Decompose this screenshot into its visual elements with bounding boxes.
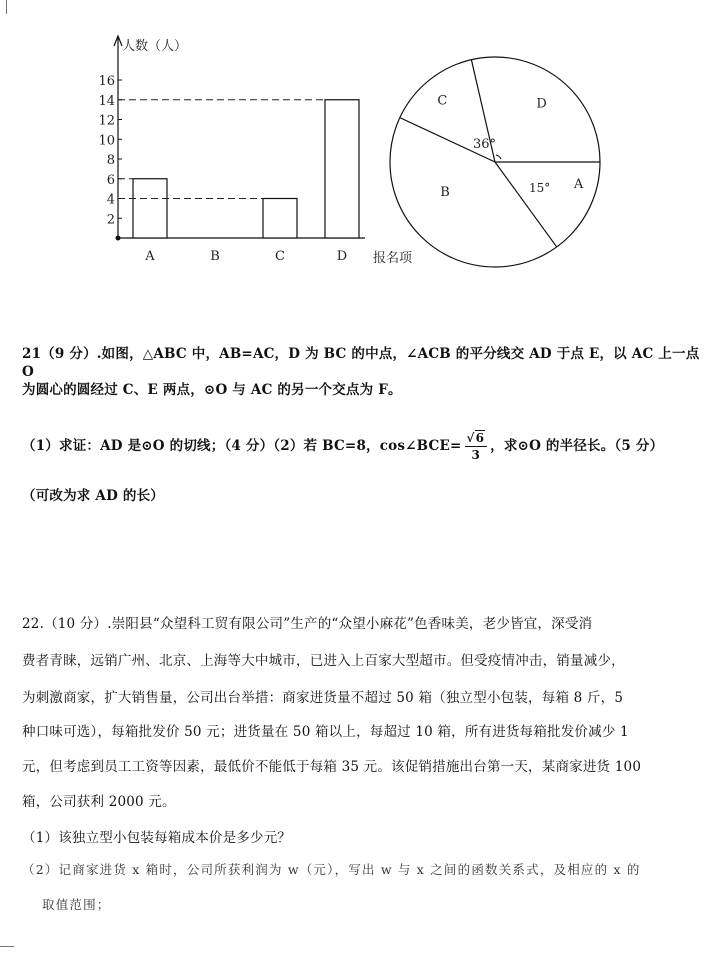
frac-denominator: 3 xyxy=(471,448,481,462)
q22-line: 种口味可选），每箱批发价 50 元；进货量在 50 箱以上，每超过 10 箱，所有进货每箱批发价减少 1 xyxy=(22,724,629,740)
q21-line2: 为圆心的圆经过 C、E 两点，⊙O 与 AC 的另一个交点为 F。 xyxy=(22,382,402,398)
y-tick-label: 10 xyxy=(98,133,115,149)
origin-dot xyxy=(116,236,121,241)
bar-A xyxy=(133,179,167,238)
corner-mark-top xyxy=(0,0,7,14)
q22-line: 元，但考虑到员工工资等因素，最低价不能低于每箱 35 元。该促销措施出台第一天，某商家进货 100 xyxy=(22,759,642,775)
y-tick-label: 6 xyxy=(106,172,115,188)
q22-line: 为刺激商家，扩大销售量，公司出台举措：商家进货量不超过 50 箱（独立型小包装，每箱 8 斤，5 xyxy=(22,690,624,706)
pie-label-C: C xyxy=(437,93,448,109)
y-tick-label: 8 xyxy=(106,153,115,168)
cos-fraction xyxy=(465,430,488,463)
pie-label-B: B xyxy=(440,184,450,200)
corner-mark-bottom xyxy=(0,946,14,948)
y-tick-label: 2 xyxy=(106,212,115,228)
pie-label-A: A xyxy=(573,176,584,192)
x-tick-label: B xyxy=(210,249,220,264)
q21-part-a: （1）求证：AD 是⊙O 的切线；（4 分）（2）若 BC=8，cos∠BCE= xyxy=(22,438,462,454)
y-tick-label: 4 xyxy=(106,192,115,208)
pie-label-D: D xyxy=(536,96,547,112)
bar-C xyxy=(263,199,297,239)
q21-part xyxy=(22,430,712,463)
q22-line: 箱，公司获利 2000 元。 xyxy=(22,794,176,810)
angle-annotation-15: 15° xyxy=(529,181,551,195)
q22-line: 22.（10 分）.崇阳县“众望科工贸有限公司”生产的“众望小麻花”色香味美，老少皆宜，深受消 xyxy=(22,616,593,632)
angle-annotation-36: 36° xyxy=(473,137,497,152)
x-tick-label: D xyxy=(336,249,348,264)
q22-sub1: （1）该独立型小包装每箱成本价是多少元？ xyxy=(22,830,292,846)
x-axis-label: 报名项 xyxy=(373,251,413,266)
q21-note: （可改为求 AD 的长） xyxy=(22,488,164,504)
x-tick-label: A xyxy=(145,249,155,264)
y-tick-label: 16 xyxy=(98,74,115,89)
frac-numerator: 6 xyxy=(475,431,485,445)
x-tick-label: C xyxy=(275,249,285,264)
q21-line1: 21（9 分）.如图，△ABC 中，AB=AC，D 为 BC 的中点，∠ACB 的平分线交 AD 于点 E，以 AC 上一点 O xyxy=(22,346,700,380)
q22-line: 费者青睐，远销广州、北京、上海等大中城市，已进入上百家大型超市。但受疫情冲击，销量减少， xyxy=(22,653,625,669)
q22-sub2-line2: 取值范围； xyxy=(42,897,111,912)
y-axis-label: 人数（人） xyxy=(122,39,188,54)
q22-sub2-line1: （2）记商家进货 x 箱时，公司所获利润为 w（元），写出 w 与 x 之间的函数关系式，及相应的 x 的 xyxy=(22,862,641,877)
pie-chart xyxy=(385,25,615,270)
q21-part-b: ，求⊙O 的半径长。（5 分） xyxy=(490,438,664,454)
sqrt-sign: √ xyxy=(466,431,475,445)
y-tick-label: 12 xyxy=(98,113,115,129)
y-tick-label: 14 xyxy=(98,93,115,109)
bar-D xyxy=(325,100,359,238)
